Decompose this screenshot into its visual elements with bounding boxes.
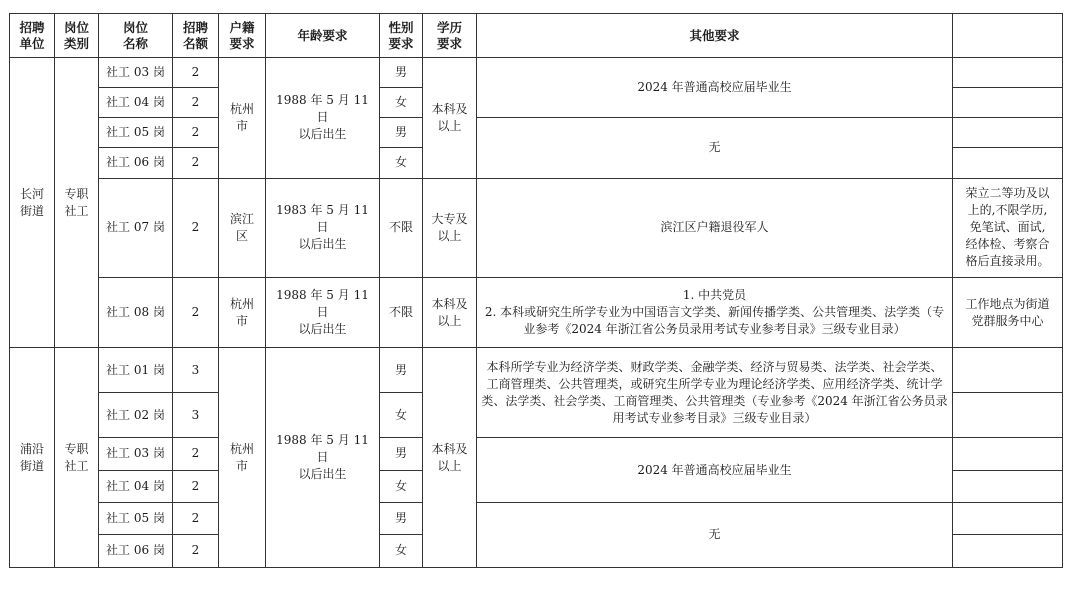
category-cell: 专职 社工	[55, 58, 99, 348]
post-cell: 社工 04 岗	[99, 470, 173, 502]
remark-cell	[953, 534, 1063, 567]
quota-cell: 3	[173, 348, 219, 393]
quota-cell: 3	[173, 393, 219, 438]
quota-cell: 2	[173, 534, 219, 567]
remark-cell	[953, 470, 1063, 502]
table-row	[10, 58, 1063, 88]
post-cell: 社工 03 岗	[99, 58, 173, 88]
gender-cell: 男	[380, 58, 423, 88]
remark-cell	[953, 348, 1063, 393]
header-quota: 招聘 名额	[173, 14, 219, 58]
remark-cell	[953, 88, 1063, 118]
quota-cell: 2	[173, 118, 219, 148]
post-cell: 社工 01 岗	[99, 348, 173, 393]
edu-cell: 本科及 以上	[423, 348, 477, 568]
other-req-cell: 滨江区户籍退役军人	[477, 178, 953, 277]
edu-cell: 本科及 以上	[423, 58, 477, 178]
hukou-cell: 杭州 市	[219, 348, 266, 568]
header-edu: 学历 要求	[423, 14, 477, 58]
other-req-cell: 2024 年普通高校应届毕业生	[477, 58, 953, 118]
remark-cell: 工作地点为街道 党群服务中心	[953, 277, 1063, 347]
quota-cell: 2	[173, 502, 219, 534]
post-cell: 社工 04 岗	[99, 88, 173, 118]
remark-cell	[953, 58, 1063, 88]
gender-cell: 不限	[380, 277, 423, 347]
header-category: 岗位 类别	[55, 14, 99, 58]
age-cell: 1988 年 5 月 11 日 以后出生	[266, 348, 380, 568]
gender-cell: 不限	[380, 178, 423, 277]
quota-cell: 2	[173, 277, 219, 347]
quota-cell: 2	[173, 438, 219, 470]
header-post: 岗位 名称	[99, 14, 173, 58]
category-cell: 专职 社工	[55, 348, 99, 568]
quota-cell: 2	[173, 148, 219, 178]
post-cell: 社工 06 岗	[99, 148, 173, 178]
gender-cell: 男	[380, 348, 423, 393]
remark-cell	[953, 393, 1063, 438]
header-age: 年龄要求	[266, 14, 380, 58]
hukou-cell: 杭州 市	[219, 58, 266, 178]
header-gender: 性别 要求	[380, 14, 423, 58]
header-row	[10, 14, 1063, 58]
quota-cell: 2	[173, 178, 219, 277]
gender-cell: 男	[380, 438, 423, 470]
gender-cell: 女	[380, 534, 423, 567]
post-cell: 社工 06 岗	[99, 534, 173, 567]
quota-cell: 2	[173, 88, 219, 118]
other-req-cell: 2024 年普通高校应届毕业生	[477, 438, 953, 502]
gender-cell: 女	[380, 393, 423, 438]
gender-cell: 女	[380, 88, 423, 118]
post-cell: 社工 08 岗	[99, 277, 173, 347]
remark-cell	[953, 438, 1063, 470]
header-hukou: 户籍 要求	[219, 14, 266, 58]
gender-cell: 男	[380, 502, 423, 534]
table-row	[10, 178, 1063, 277]
remark-cell	[953, 148, 1063, 178]
table-row	[10, 118, 1063, 148]
unit-cell: 浦沿 街道	[10, 348, 55, 568]
other-req-cell: 无	[477, 502, 953, 567]
age-cell: 1983 年 5 月 11 日 以后出生	[266, 178, 380, 277]
remark-cell	[953, 502, 1063, 534]
hukou-cell: 滨江 区	[219, 178, 266, 277]
post-cell: 社工 02 岗	[99, 393, 173, 438]
age-cell: 1988 年 5 月 11 日 以后出生	[266, 277, 380, 347]
header-other: 其他要求	[477, 14, 953, 58]
age-cell: 1988 年 5 月 11 日 以后出生	[266, 58, 380, 178]
quota-cell: 2	[173, 58, 219, 88]
other-req-cell: 无	[477, 118, 953, 178]
remark-cell: 荣立二等功及以 上的,不限学历, 免笔试、面试, 经体检、考察合 格后直接录用。	[953, 178, 1063, 277]
table-row	[10, 502, 1063, 534]
gender-cell: 女	[380, 470, 423, 502]
gender-cell: 男	[380, 118, 423, 148]
table-row	[10, 348, 1063, 393]
quota-cell: 2	[173, 470, 219, 502]
other-req-cell: 1. 中共党员 2. 本科或研究生所学专业为中国语言文学类、新闻传播学类、公共管理类、法学类（专业参考《2024 年浙江省公务员录用考试专业参考目录》三级专业目录）	[477, 277, 953, 347]
gender-cell: 女	[380, 148, 423, 178]
remark-cell	[953, 118, 1063, 148]
hukou-cell: 杭州 市	[219, 277, 266, 347]
edu-cell: 本科及 以上	[423, 277, 477, 347]
post-cell: 社工 05 岗	[99, 118, 173, 148]
post-cell: 社工 03 岗	[99, 438, 173, 470]
recruitment-table	[9, 13, 1063, 568]
header-unit: 招聘 单位	[10, 14, 55, 58]
table-row	[10, 277, 1063, 347]
post-cell: 社工 05 岗	[99, 502, 173, 534]
table-row	[10, 438, 1063, 470]
other-req-cell: 本科所学专业为经济学类、财政学类、金融学类、经济与贸易类、法学类、社会学类、工商管理类、公共管理类，或研究生所学专业为理论经济学类、应用经济学类、统计学类、法学类、社会学类、工商管理类、公共管理类（专业参考《2024 年浙江省公务员录用考试专业参考目录》三级专业目录）	[477, 348, 953, 438]
edu-cell: 大专及 以上	[423, 178, 477, 277]
header-remark	[953, 14, 1063, 58]
unit-cell: 长河 街道	[10, 58, 55, 348]
post-cell: 社工 07 岗	[99, 178, 173, 277]
